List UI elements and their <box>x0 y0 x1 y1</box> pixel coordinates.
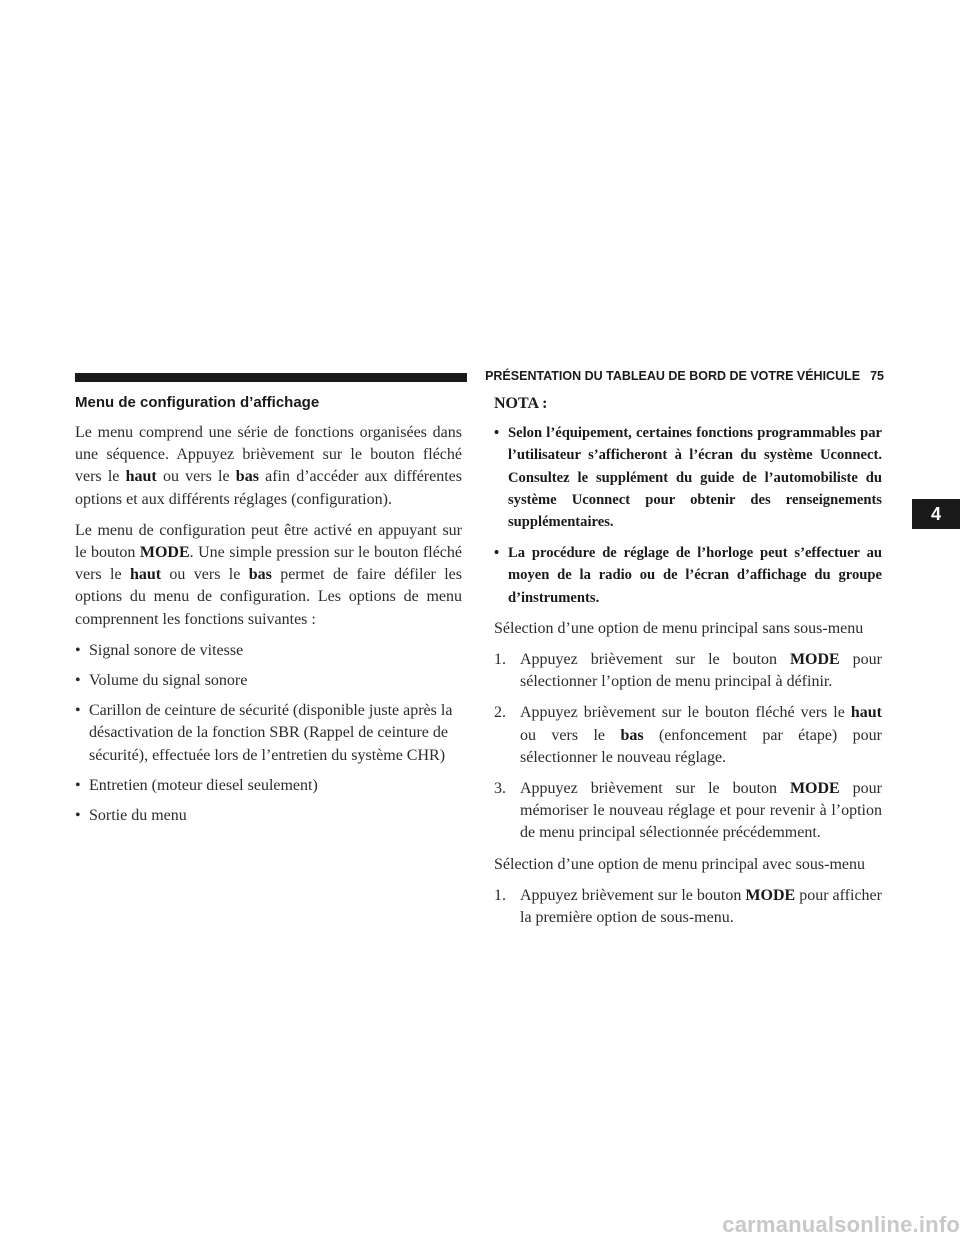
intro-paragraph <box>75 422 462 511</box>
text: pour afficher la première option de sous-menu. <box>520 886 882 927</box>
list-item-text: Carillon de ceinture de sécurité (disponible juste après la désactivation de la fonction SBR (Rappel de ceinture de sécurité), effectuée lors de l’entretien du système CHR) <box>89 702 453 764</box>
step-number: 1. <box>494 651 506 669</box>
header-title: PRÉSENTATION DU TABLEAU DE BORD DE VOTRE VÉHICULE <box>485 369 861 383</box>
text: pour mémoriser le nouveau réglage et pour revenir à l’option de menu principal sélectionnée précédemment. <box>520 780 882 842</box>
note-list <box>494 422 882 609</box>
list-item <box>75 640 462 662</box>
steps-list <box>494 885 882 929</box>
list-item <box>75 775 462 797</box>
bold-term: bas <box>620 726 644 744</box>
text: Appuyez brièvement sur le bouton fléché vers le <box>520 704 851 722</box>
bullet-icon: • <box>75 641 81 659</box>
section-heading: Menu de configuration d’affichage <box>75 394 320 411</box>
step-item <box>494 778 882 845</box>
list-item-text: Signal sonore de vitesse <box>89 641 244 659</box>
step-item <box>494 885 882 929</box>
text: afin d’accéder aux différentes options et aux différents réglages (configuration). <box>75 468 463 508</box>
bold-term: MODE <box>139 544 190 562</box>
subheading: Sélection d’une option de menu principal avec sous-menu <box>494 855 866 873</box>
page-number: 75 <box>870 369 884 383</box>
step-number: 1. <box>494 886 506 904</box>
list-item-text: Volume du signal sonore <box>89 672 248 690</box>
text: Le menu de configuration peut être activé en appuyant sur le bouton <box>75 521 462 562</box>
text: Appuyez brièvement sur le bouton <box>520 780 790 798</box>
bullet-icon: • <box>494 545 500 562</box>
text: ou vers le <box>161 566 249 584</box>
activation-paragraph <box>75 520 462 631</box>
options-list <box>75 640 462 827</box>
bullet-icon: • <box>75 672 81 690</box>
bullet-icon: • <box>75 702 81 720</box>
list-item-text: Sortie du menu <box>89 807 187 825</box>
list-item <box>75 700 462 767</box>
text: ou vers le <box>156 468 236 486</box>
step-item <box>494 702 882 769</box>
bullet-icon: • <box>494 425 500 442</box>
text: (enfoncement par étape) pour sélectionner le nouveau réglage. <box>520 726 882 766</box>
text: . Une simple pression sur le bouton fléché vers le <box>75 544 462 584</box>
subheading: Sélection d’une option de menu principal sans sous-menu <box>494 619 864 637</box>
bullet-icon: • <box>75 807 81 825</box>
left-column <box>75 393 462 835</box>
text: Le menu comprend une série de fonctions organisées dans une séquence. Appuyez brièvement sur le bouton fléché vers le <box>75 424 462 486</box>
bold-term: bas <box>248 566 272 584</box>
steps-list <box>494 649 882 845</box>
note-item <box>494 422 882 533</box>
note-text: Selon l’équipement, certaines fonctions programmables par l’utilisateur s’afficheront à l’écran du système Uconnect. Consultez le supplément du guide de l’automobiliste du système Uconnect pour obtenir des renseignements supplémentaires. <box>508 425 882 531</box>
list-item <box>75 670 462 692</box>
step-number: 2. <box>494 704 506 722</box>
bullet-icon: • <box>75 776 81 794</box>
step-number: 3. <box>494 780 506 798</box>
bold-term: haut <box>850 704 882 722</box>
list-item-text: Entretien (moteur diesel seulement) <box>89 776 318 794</box>
header-rule <box>75 373 467 382</box>
right-column <box>494 393 882 938</box>
note-item <box>494 542 882 609</box>
text: ou vers le <box>520 726 621 744</box>
text: pour sélectionner l’option de menu principal à définir. <box>520 651 882 691</box>
text: permet de faire défiler les options du menu de configuration. Les options de menu comprennent les fonctions suivantes : <box>75 566 463 628</box>
bold-term: haut <box>129 566 162 584</box>
text: Appuyez brièvement sur le bouton <box>520 886 746 904</box>
running-header <box>478 366 884 386</box>
bold-term: MODE <box>745 886 796 904</box>
bold-term: haut <box>125 468 157 486</box>
bold-term: bas <box>235 468 259 486</box>
chapter-tab[interactable]: 4 <box>912 499 960 529</box>
note-text: La procédure de réglage de l’horloge peut s’effectuer au moyen de la radio ou de l’écran d’affichage du groupe d’instruments. <box>508 545 882 606</box>
bold-term: MODE <box>789 651 840 669</box>
watermark: carmanualsonline.info <box>722 1212 960 1237</box>
note-title: NOTA : <box>494 395 548 412</box>
step-item <box>494 649 882 693</box>
text: Appuyez brièvement sur le bouton <box>520 651 790 669</box>
list-item <box>75 805 462 827</box>
bold-term: MODE <box>789 780 840 798</box>
